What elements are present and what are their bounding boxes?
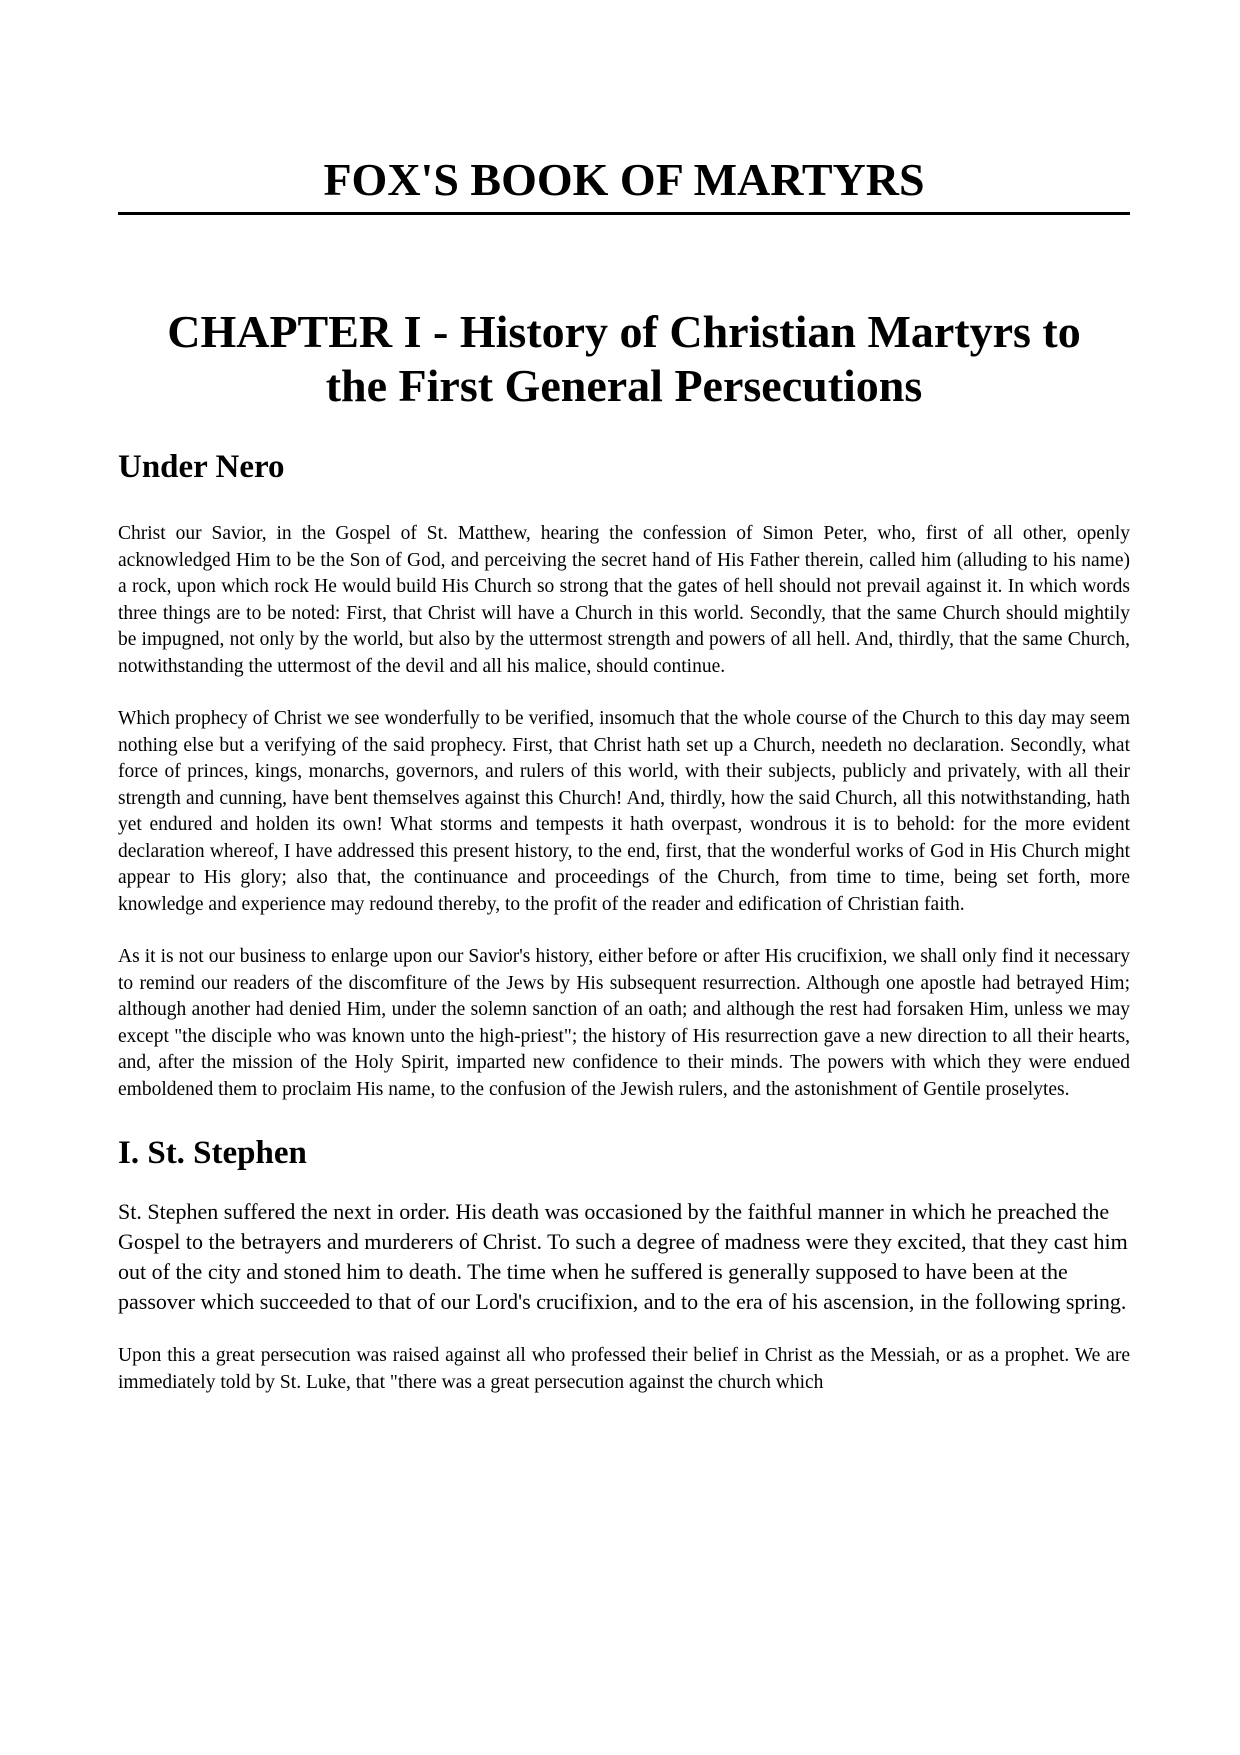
section-heading-st-stephen: I. St. Stephen <box>118 1135 307 1171</box>
paragraph: St. Stephen suffered the next in order. His death was occasioned by the faithful manner in which he preached the Gospel to the betrayers and murderers of Christ. To such a degree of madness were they excited, that they cast him out of the city and stoned him to death. The time when he suffered is generally supposed to have been at the passover which succeeded to that of our Lord's crucifixion, and to the era of his ascension, in the following spring. <box>118 1199 1128 1314</box>
book-title: FOX'S BOOK OF MARTYRS <box>118 152 1130 215</box>
paragraph: Which prophecy of Christ we see wonderfully to be verified, insomuch that the whole course of the Church to this day may seem nothing else but a verifying of the said prophecy. First, that Christ hath set up a Church, needeth no declaration. Secondly, what force of princes, kings, monarchs, governors, and rulers of this world, with their subjects, publicly and privately, with all their strength and cunning, have bent themselves against this Church! And, thirdly, how the said Church, all this notwithstanding, hath yet endured and holden its own! What storms and tempests it hath overpast, wondrous it is to behold: for the more evident declaration whereof, I have addressed this present history, to the end, first, that the wonderful works of God in His Church might appear to His glory; also that, the continuance and proceedings of the Church, from time to time, being set forth, more knowledge and experience may redound thereby, to the profit of the reader and edification of Christian faith. <box>118 708 1130 915</box>
paragraph: As it is not our business to enlarge upon our Savior's history, either before or after His crucifixion, we shall only find it necessary to remind our readers of the discomfiture of the Jews by His subsequent resurrection. Although one apostle had betrayed Him; although another had denied Him, under the solemn sanction of an oath; and although the rest had forsaken Him, unless we may except "the disciple who was known unto the high-priest"; the history of His resurrection gave a new direction to all their hearts, and, after the mission of the Holy Spirit, imparted new confidence to their minds. The powers with which they were endued emboldened them to proclaim His name, to the confusion of the Jewish rulers, and the astonishment of Gentile proselytes. <box>118 946 1130 1100</box>
paragraph: Upon this a great persecution was raised against all who professed their belief in Christ as the Messiah, or as a prophet. We are immediately told by St. Luke, that "there was a great persecution against the church which <box>118 1345 1130 1393</box>
paragraph: Christ our Savior, in the Gospel of St. Matthew, hearing the confession of Simon Peter, who, first of all other, openly acknowledged Him to be the Son of God, and perceiving the secret hand of His Father therein, called him (alluding to his name) a rock, upon which rock He would build His Church so strong that the gates of hell should not prevail against it. In which words three things are to be noted: First, that Christ will have a Church in this world. Secondly, that the same Church should mightily be impugned, not only by the world, but also by the uttermost strength and powers of all hell. And, thirdly, that the same Church, notwithstanding the uttermost of the devil and all his malice, should continue. <box>118 523 1130 677</box>
chapter-title-line-2: the First General Persecutions <box>325 360 923 411</box>
section-heading-under-nero: Under Nero <box>118 449 285 485</box>
chapter-title-line-1: CHAPTER I - History of Christian Martyrs to <box>167 306 1081 357</box>
chapter-title <box>118 305 1130 413</box>
document-page <box>118 0 1130 1396</box>
